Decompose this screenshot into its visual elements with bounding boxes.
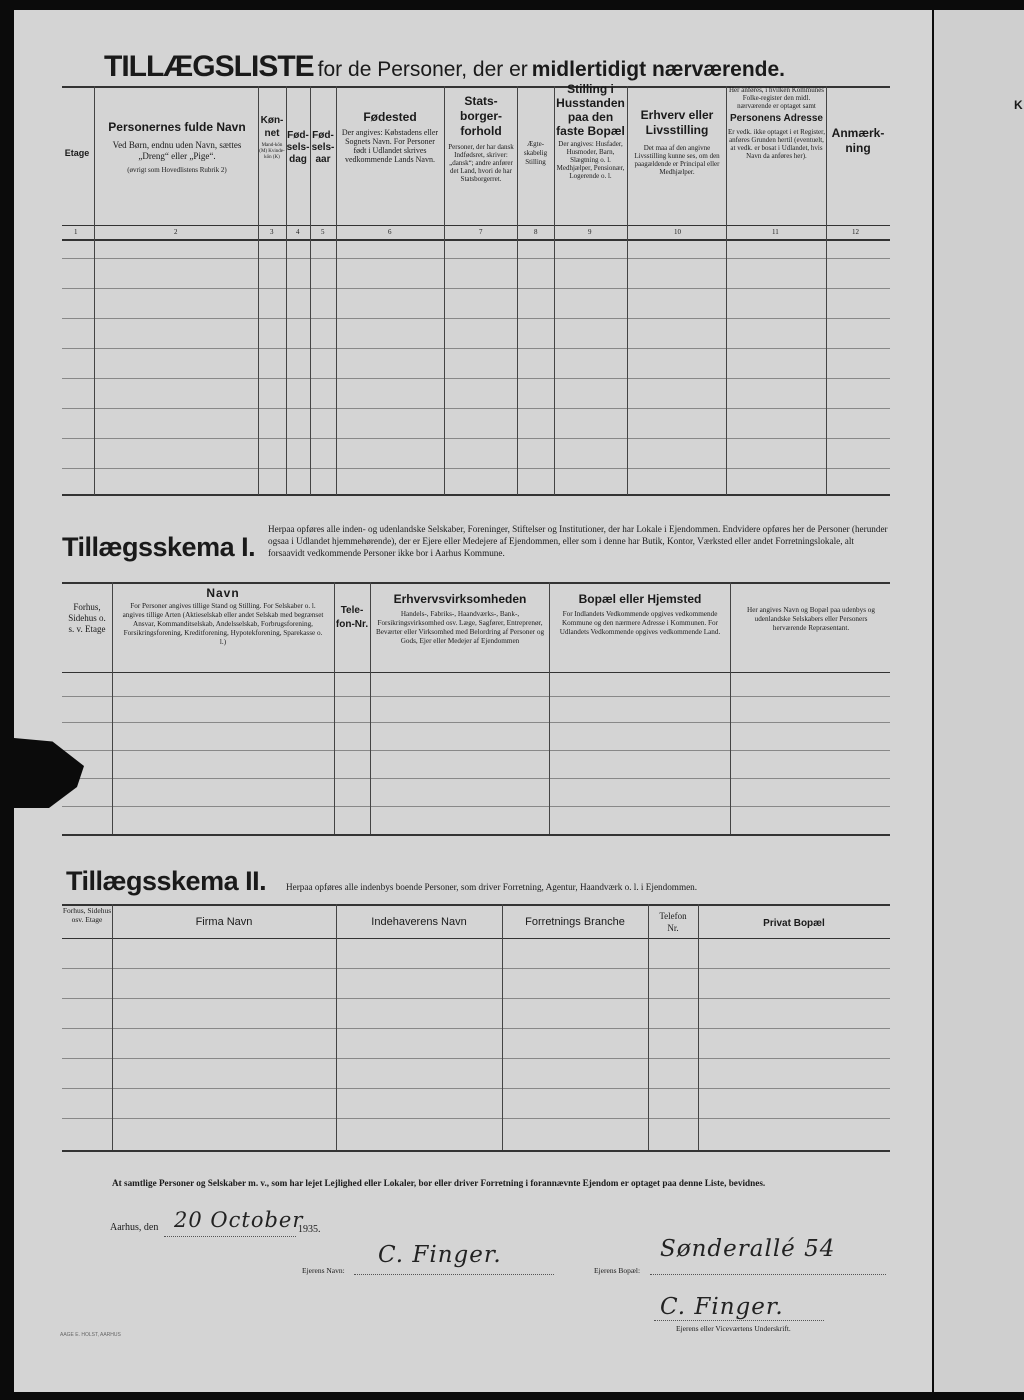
col-remarks-head: Anmærk-ning (831, 126, 885, 155)
col-birthyear-head: Fød-sels-aar (311, 130, 335, 165)
skema1-title: Tillægsskema I. (62, 532, 256, 562)
printer-mark: AAGE E. HOLST, AARHUS (60, 1332, 121, 1338)
col-marital-head: Ægte-skabelig Stilling (523, 140, 548, 166)
col-num: 10 (674, 228, 681, 236)
title-main: TILLÆGSLISTE (104, 50, 314, 83)
col-num: 6 (388, 228, 392, 236)
s1-col-name-head: Navn For Personer angives tillige Stand og Stilling. For Selskaber o. l. angives tillige Arten (Aktieselskab eller andet Selskab med begrænset Ansvar, Kommanditselskab, Andelsselskab, Forbrugsforening, Forsikringsforening, Kreditforening, Hypotekforening, Sparekasse o. l.) (122, 586, 324, 646)
form-page (14, 10, 932, 1392)
main-title (104, 50, 785, 84)
col-num: 4 (296, 228, 300, 236)
col-birthday-head: Fød-sels-dag (286, 130, 310, 165)
col-num: 1 (74, 228, 78, 236)
skema1-intro: Herpaa opføres alle inden- og udenlandske Selskaber, Foreninger, Stiftelser og Institutioner, der har Lokale i Ejendommen. Endvidere opføres her de Personer (herunder ogsaa i Udlandet hjemmehørende), der er Ejere eller Medejere af Ejendommen, eller som i denne har Butik, Kontor, Værksted eller andet Forretningslokale, alt forsaavidt vedkommende Personer ikke bor i Aarhus Kommune. (268, 524, 888, 558)
col-num: 5 (321, 228, 325, 236)
skema2-intro: Herpaa opføres alle indenbys boende Personer, som driver Forretning, Agentur, Haandværk o. l. i Ejendommen. (286, 882, 698, 892)
s1-col-floor-head: Forhus, Sidehus o. s. v. Etage (68, 602, 106, 634)
col-num: 2 (174, 228, 178, 236)
skema2-title: Tillægsskema II. (66, 866, 267, 896)
certification-text: At samtlige Personer og Selskaber m. v., som har lejet Lejlighed eller Lokaler, bor eller driver Forretning i forannævnte Ejendom er optaget paa denne Liste, bevidnes. (112, 1178, 766, 1188)
owner-address-label: Ejerens Bopæl: (594, 1266, 641, 1275)
s2-col-floor-head: Forhus, Sidehus osv. Etage (62, 906, 112, 924)
place-label: Aarhus, den (110, 1222, 159, 1233)
col-num: 11 (772, 228, 779, 236)
s1-col-representative-head: Her angives Navn og Bopæl paa udenbys og udenlandske Selskabers eller Personers herværende Repræsentant. (747, 606, 875, 632)
col-num: 8 (534, 228, 538, 236)
s2-col-firm-head: Firma Navn (195, 916, 253, 928)
s1-col-residence-head: Bopæl eller Hjemsted For Indlandets Vedkommende opgives vedkommende Kommune og den nærmere Adresse i Kommunen. For Udlandets Vedkommende opgives vedkommende Land. (559, 592, 721, 636)
year: 1935. (298, 1224, 321, 1235)
signature-label: Ejerens eller Viceværtens Underskrift. (676, 1324, 791, 1333)
col-occupation-head: Erhverv eller Livsstilling Det maa af den angivne Livsstilling kunne ses, om den paagældende er Principal eller Medhjælper. (634, 108, 720, 176)
col-num: 7 (479, 228, 483, 236)
col-household-head: Stilling i Husstanden paa den faste Bopæl Der angives: Husfader, Husmoder, Barn, Slægtning o. l. Medhjælper, Pensionær, Logerende o. l. (556, 82, 625, 180)
col-num: 9 (588, 228, 592, 236)
owner-name-handwritten: C. Finger. (378, 1242, 502, 1268)
col-citizenship-head: Stats-borger-forhold Personer, der har dansk Indfødsret, skriver: „dansk“; andre anfører det Land, hvori de har Statsborgerret. (448, 94, 514, 183)
s2-col-branch-head: Forretnings Branche (525, 916, 625, 928)
signature-handwritten: C. Finger. (660, 1294, 784, 1320)
title-rest: for de Personer, der er (317, 58, 528, 81)
s1-col-business-head: Erhvervsvirksomheden Handels-, Fabriks-, Haandværks-, Bank-, Forsikringsvirksomhed osv. Læge, Sagfører, Entreprenør, Beværter eller Virksomhed med Belordring af Personer og Gods, Ejer eller Medejer af Ejendommen (375, 592, 545, 645)
col-etage-head: Etage (64, 148, 90, 158)
title-emphasis: midlertidigt nærværende. (531, 58, 786, 81)
s2-col-phone-head: Telefon Nr. (659, 911, 687, 933)
s2-col-owner-head: Indehaverens Navn (371, 916, 467, 928)
s1-col-phone-head: Tele-fon-Nr. (335, 605, 369, 630)
col-num: 12 (852, 228, 859, 236)
adjacent-page-edge: K (934, 10, 1024, 1392)
binder-clip (14, 738, 84, 808)
col-sex-head: Køn-net Mand-kön (M) Kvinde-kön (K) (259, 115, 285, 160)
owner-address-handwritten: Sønderallé 54 (660, 1236, 836, 1262)
owner-name-label: Ejerens Navn: (302, 1266, 345, 1275)
s2-col-private-head: Privat Bopæl (763, 918, 825, 929)
col-address-head: Her anføres, i hvilken Kommunes Folke-register den midl. nærværende er optaget samt Personens Adresse Er vedk. ikke optaget i et Register, anføres Grunden hertil (eventuelt, at vedk. er bosat i Udlandet, hvis Navn da anføres her). (728, 86, 825, 160)
col-birthplace-head: Fødested Der angives: Købstadens eller Sognets Navn. For Personer født i Udlandet skrives vedkommende Lands Navn. (341, 110, 439, 164)
date-handwritten: 20 October (174, 1208, 304, 1232)
col-num: 3 (270, 228, 274, 236)
col-name-head: Personernes fulde Navn Ved Børn, endnu uden Navn, sættes „Dreng“ eller „Pige“. (øvrigt som Hovedlistens Rubrik 2) (108, 120, 246, 174)
